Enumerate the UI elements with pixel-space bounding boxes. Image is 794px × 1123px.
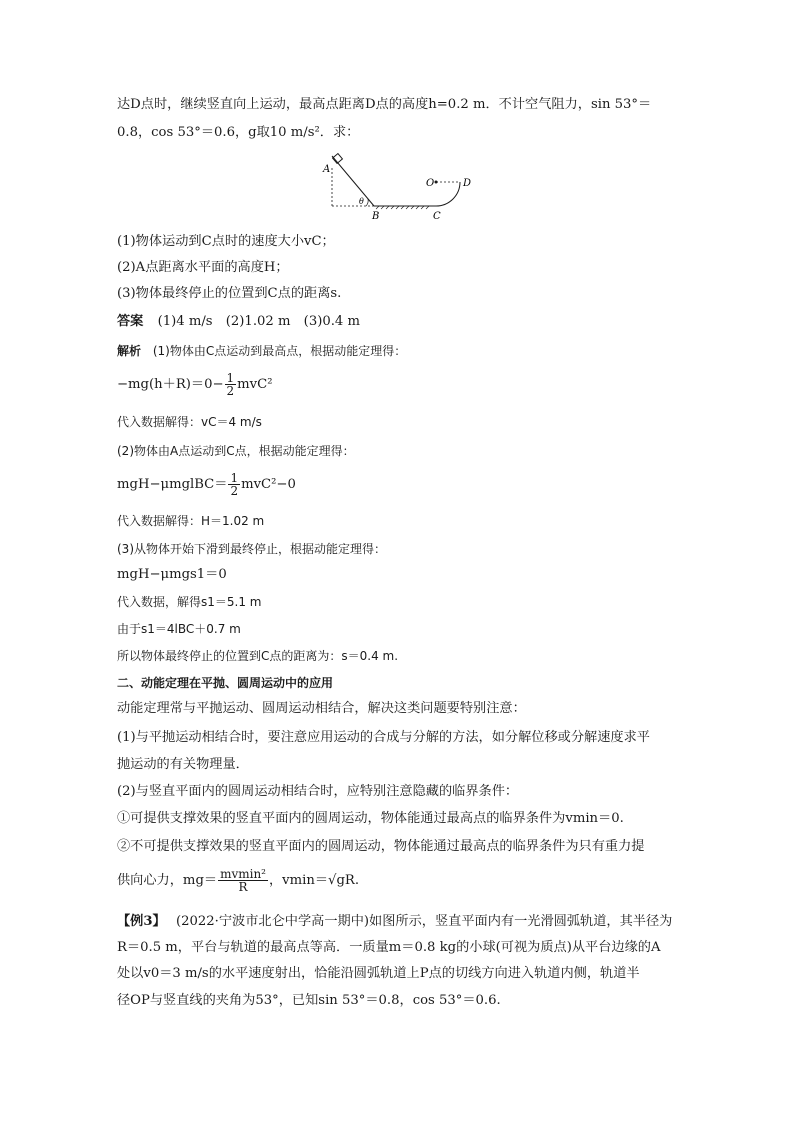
equation-2 <box>117 472 296 497</box>
label-C: C <box>433 211 441 222</box>
answer-line <box>117 313 360 331</box>
example-line-1 <box>117 913 672 931</box>
label-theta: θ <box>359 197 364 206</box>
eq1-fraction <box>225 372 237 397</box>
equation-3: mgH−μmgs1＝0 <box>117 567 227 582</box>
analysis-line-4: 代入数据解得：H＝1.02 m <box>117 514 265 528</box>
section-para-1: 动能定理常与平抛运动、圆周运动相结合，解决这类问题要特别注意： <box>117 701 526 716</box>
section-heading: 二、动能定理在平抛、圆周运动中的应用 <box>117 676 334 690</box>
section-para-5a: ②不可提供支撑效果的竖直平面内的圆周运动，物体能通过最高点的临界条件为只有重力提 <box>117 839 645 854</box>
p5b-right: ，vmin＝√gR. <box>269 873 360 888</box>
question-3: (3)物体最终停止的位置到C点的距离s. <box>117 286 342 301</box>
p5b-den: R <box>238 880 248 894</box>
eq2-den: 2 <box>230 484 239 498</box>
answer-label: 答案 <box>117 314 144 329</box>
example-line-4: 径OP与竖直线的夹角为53°，已知sin 53°＝0.8，cos 53°＝0.6. <box>117 993 501 1008</box>
analysis-line-5: (3)从物体开始下滑到最终停止，根据动能定理得： <box>117 542 386 556</box>
eq1-den: 2 <box>226 384 235 398</box>
analysis-line-2: 代入数据解得：vC＝4 m/s <box>117 415 262 429</box>
section-para-5b <box>117 868 359 893</box>
equation-1 <box>117 372 273 397</box>
question-2: (2)A点距离水平面的高度H； <box>117 260 289 275</box>
answer-text: (1)4 m/s (2)1.02 m (3)0.4 m <box>157 314 361 329</box>
label-A: A <box>323 164 331 175</box>
incline-figure <box>318 152 478 222</box>
p5b-left: 供向心力，mg＝ <box>117 873 218 888</box>
label-D: D <box>463 178 472 189</box>
example-line-2: R＝0.5 m，平台与轨道的最高点等高．一质量m＝0.8 kg的小球(可视为质点)从平台边缘的A <box>117 940 661 955</box>
analysis-label: 解析 <box>117 344 142 358</box>
p5b-num: mvmin² <box>220 867 266 881</box>
intro-line-2: 0.8，cos 53°＝0.6，g取10 m/s²．求： <box>117 125 360 140</box>
p5b-fraction <box>218 868 268 893</box>
label-B: B <box>372 211 380 222</box>
analysis-line-8: 所以物体最终停止的位置到C点的距离为：s＝0.4 m. <box>117 649 399 663</box>
analysis-text-1: (1)物体由C点运动到最高点，根据动能定理得： <box>152 344 407 358</box>
eq2-fraction <box>228 472 240 497</box>
example-text-1: (2022·宁波市北仑中学高一期中)如图所示，竖直平面内有一光滑圆弧轨道，其半径为 <box>175 914 673 929</box>
intro-line-1: 达D点时，继续竖直向上运动，最高点距离D点的高度h=0.2 m．不计空气阻力，sin 53°＝ <box>117 97 652 112</box>
analysis-line-1 <box>117 342 406 360</box>
section-para-2b: 抛运动的有关物理量． <box>117 757 249 772</box>
example-label: 【例3】 <box>117 914 166 929</box>
analysis-line-7: 由于s1＝4lBC＋0.7 m <box>117 622 241 636</box>
eq1-num: 1 <box>226 371 235 385</box>
analysis-line-6: 代入数据，解得s1＝5.1 m <box>117 595 262 609</box>
eq1-left: −mg(h＋R)＝0− <box>117 377 224 392</box>
section-para-3: (2)与竖直平面内的圆周运动相结合时，应特别注意隐藏的临界条件： <box>117 784 519 799</box>
eq2-num: 1 <box>230 471 239 485</box>
eq1-right: mvC² <box>237 377 273 392</box>
label-O: O <box>426 178 435 189</box>
question-1: (1)物体运动到C点时的速度大小vC； <box>117 234 335 249</box>
section-para-4: ①可提供支撑效果的竖直平面内的圆周运动，物体能通过最高点的临界条件为vmin＝0. <box>117 811 624 826</box>
eq2-left: mgH−μmglBC＝ <box>117 477 228 492</box>
section-para-2a: (1)与平抛运动相结合时，要注意应用运动的合成与分解的方法，如分解位移或分解速度求平 <box>117 730 650 745</box>
eq2-right: mvC²−0 <box>241 477 296 492</box>
analysis-line-3: (2)物体由A点运动到C点，根据动能定理得： <box>117 444 355 458</box>
example-line-3: 处以v0＝3 m/s的水平速度射出，恰能沿圆弧轨道上P点的切线方向进入轨道内侧，轨道半 <box>117 966 640 981</box>
